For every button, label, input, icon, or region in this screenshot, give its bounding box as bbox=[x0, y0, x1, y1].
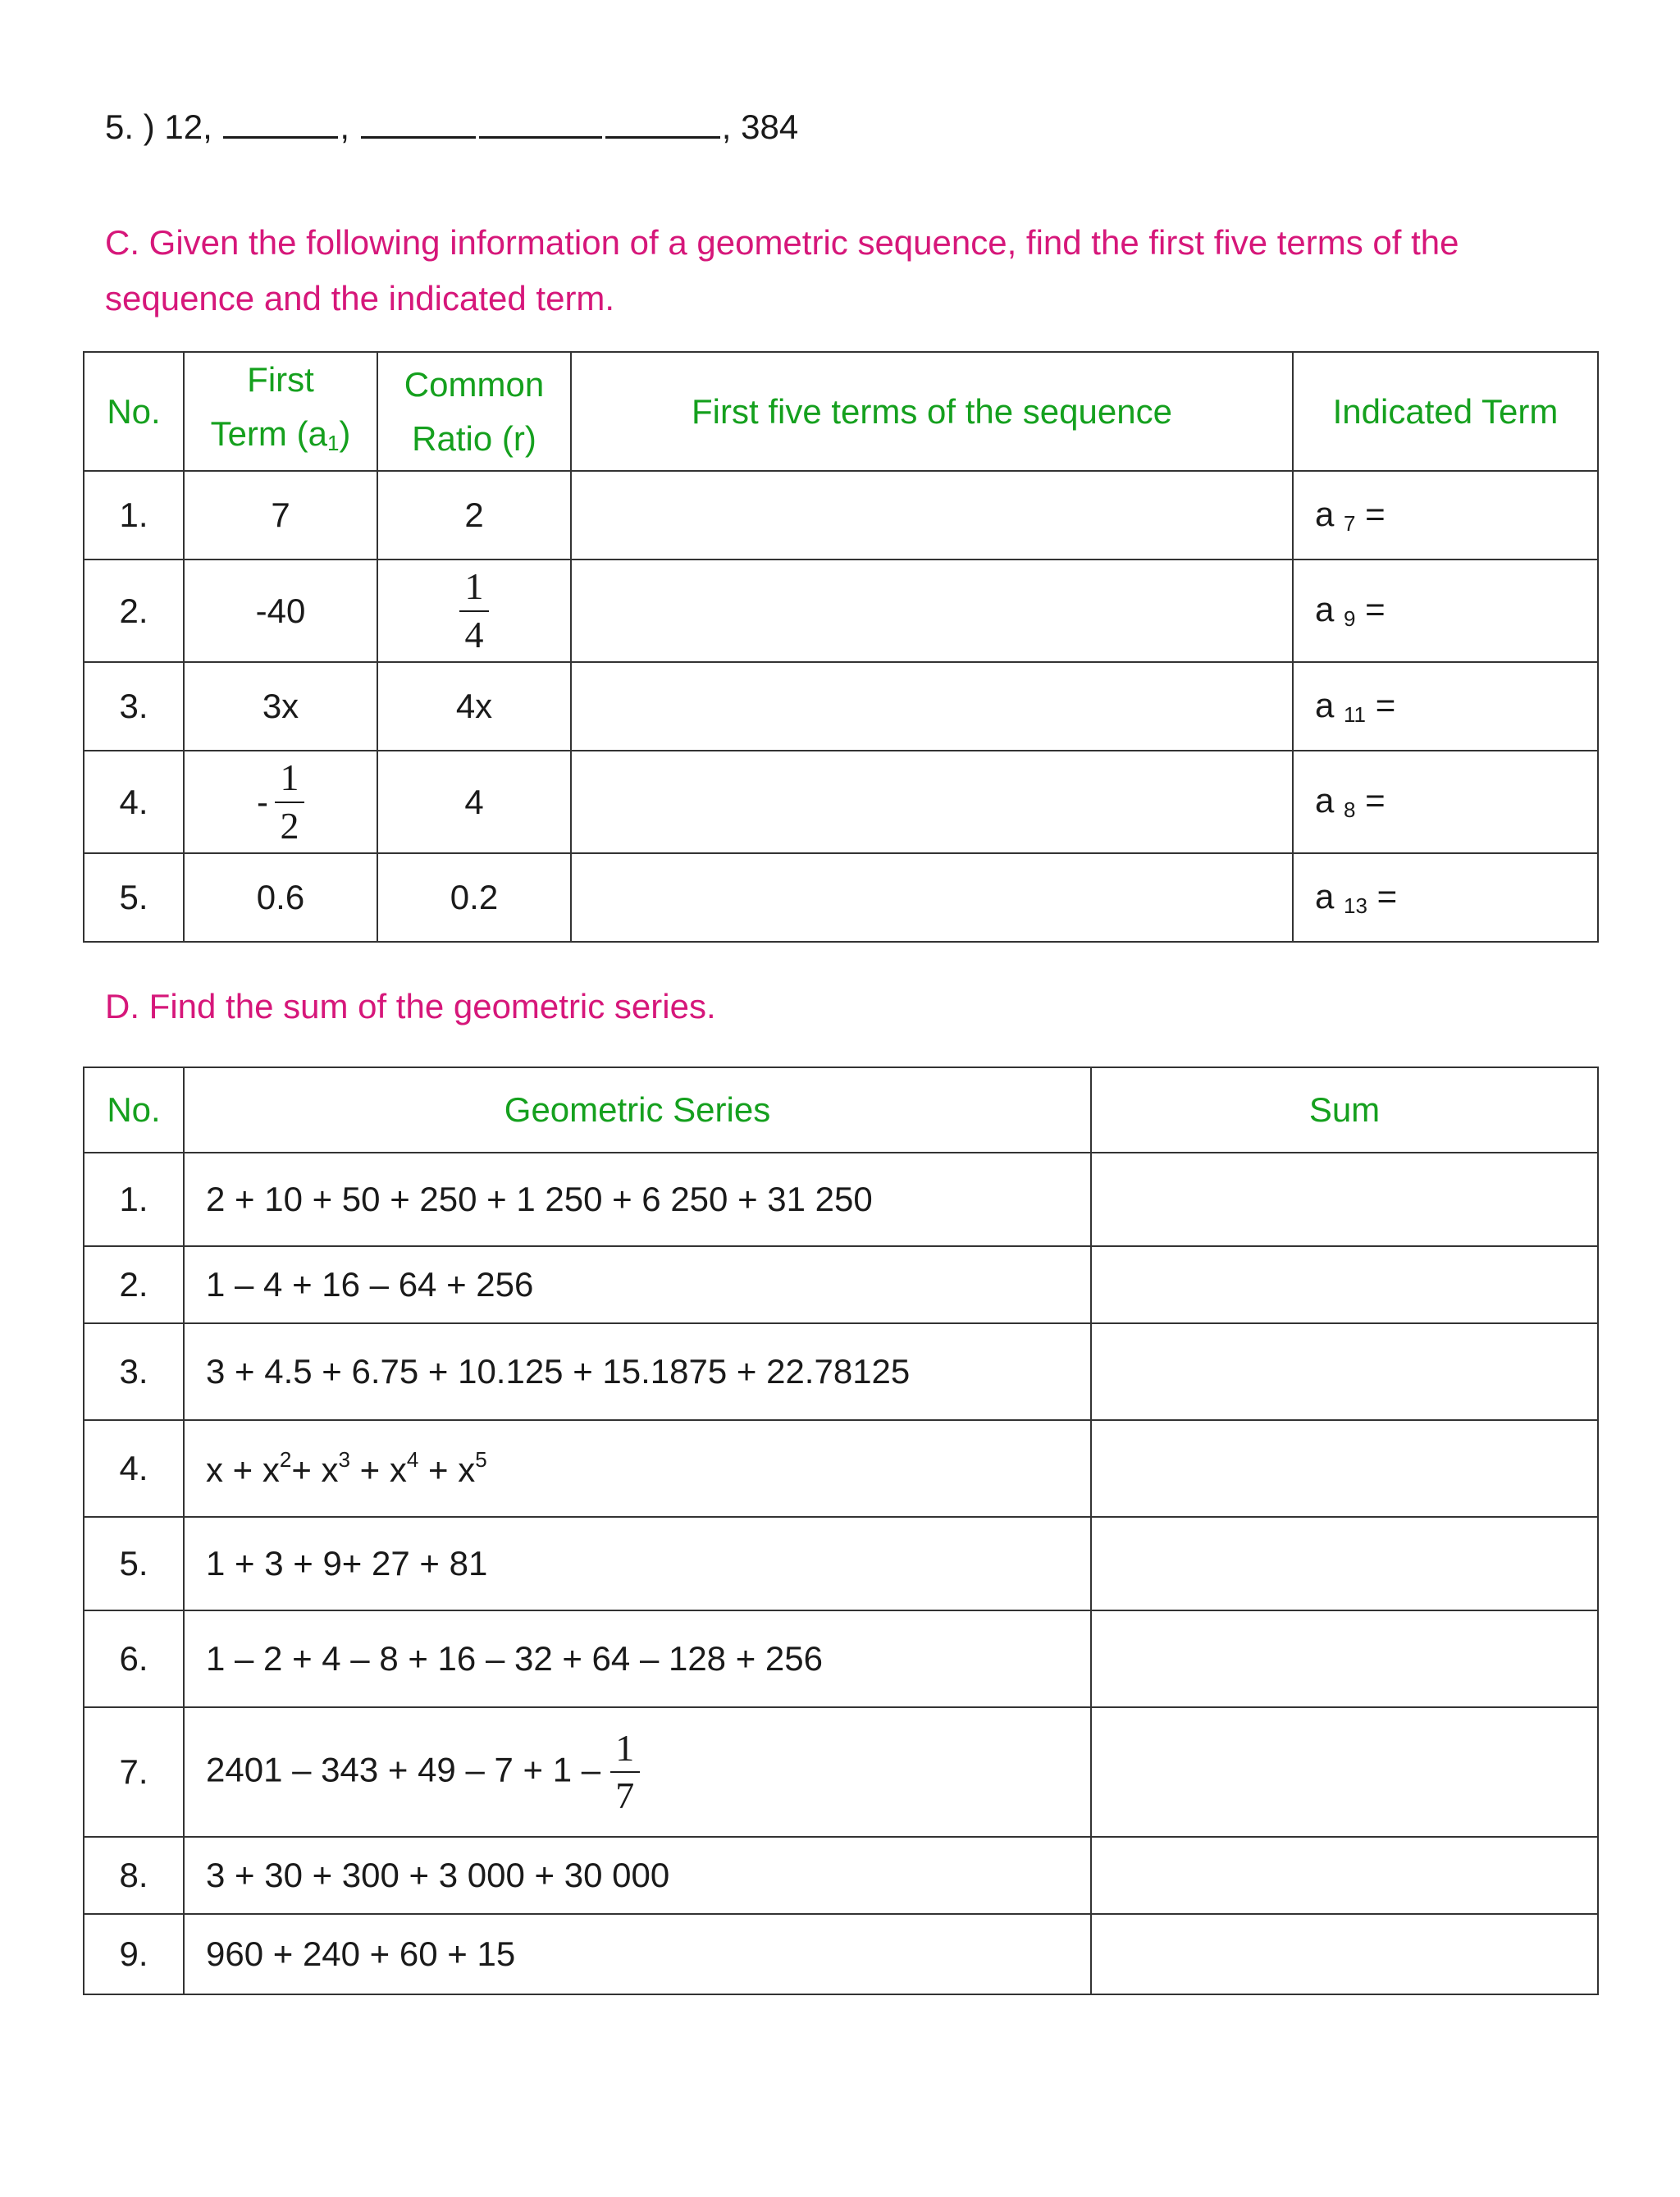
header-no: No. bbox=[84, 1067, 184, 1153]
first-term: 0.6 bbox=[184, 853, 377, 942]
series-expression: 1 + 3 + 9+ 27 + 81 bbox=[184, 1517, 1091, 1610]
table-row bbox=[84, 1246, 1598, 1323]
table-row bbox=[84, 662, 1598, 751]
first-term: - $\frac{1}{2}$ bbox=[184, 751, 377, 853]
sum-answer-cell[interactable] bbox=[1091, 1837, 1598, 1914]
row-number: 5. bbox=[84, 853, 184, 942]
answer-terms-cell[interactable] bbox=[571, 751, 1293, 853]
header-indicated-term: Indicated Term bbox=[1293, 352, 1598, 471]
table-header-row bbox=[84, 1067, 1598, 1153]
header-geometric-series: Geometric Series bbox=[184, 1067, 1091, 1153]
sum-answer-cell[interactable] bbox=[1091, 1420, 1598, 1517]
first-term: -40 bbox=[184, 560, 377, 662]
table-row bbox=[84, 1610, 1598, 1707]
table-row bbox=[84, 471, 1598, 560]
table-row bbox=[84, 560, 1598, 662]
indicated-term-cell[interactable]: a $_8$ = bbox=[1293, 751, 1598, 853]
table-row bbox=[84, 751, 1598, 853]
header-common-ratio: Common Ratio (r) bbox=[377, 352, 571, 471]
problem-5-suffix: , 384 bbox=[721, 107, 799, 146]
row-number: 1. bbox=[84, 471, 184, 560]
table-row bbox=[84, 1153, 1598, 1246]
problem-5-line: 5. ) 12, , , 384 bbox=[105, 107, 799, 146]
header-first-term: First Term $(a_1)$ bbox=[184, 352, 377, 471]
common-ratio: 4x bbox=[377, 662, 571, 751]
section-c-instruction: C. Given the following information of a geometric sequence, find the first five terms of the sequence and the indicated term. bbox=[105, 223, 1459, 317]
series-expression: 1 – 2 + 4 – 8 + 16 – 32 + 64 – 128 + 256 bbox=[184, 1610, 1091, 1707]
sum-answer-cell[interactable] bbox=[1091, 1246, 1598, 1323]
answer-terms-cell[interactable] bbox=[571, 560, 1293, 662]
sequence-table bbox=[83, 351, 1599, 943]
row-number: 4. bbox=[84, 751, 184, 853]
first-term: 7 bbox=[184, 471, 377, 560]
series-expression: 3 + 30 + 300 + 3 000 + 30 000 bbox=[184, 1837, 1091, 1914]
row-number: 5. bbox=[84, 1517, 184, 1610]
common-ratio bbox=[377, 560, 571, 662]
sum-answer-cell[interactable] bbox=[1091, 1323, 1598, 1420]
row-number: 2. bbox=[84, 560, 184, 662]
series-table bbox=[83, 1067, 1599, 1995]
series-expression: 3 + 4.5 + 6.75 + 10.125 + 15.1875 + 22.78125 bbox=[184, 1323, 1091, 1420]
answer-blank-3[interactable] bbox=[479, 107, 602, 139]
sum-answer-cell[interactable] bbox=[1091, 1914, 1598, 1994]
section-d-instruction: D. Find the sum of the geometric series. bbox=[105, 987, 716, 1025]
common-ratio: 2 bbox=[377, 471, 571, 560]
indicated-term-cell[interactable]: a $_7$ = bbox=[1293, 471, 1598, 560]
sum-answer-cell[interactable] bbox=[1091, 1707, 1598, 1837]
row-number: 9. bbox=[84, 1914, 184, 1994]
series-expression: 2 + 10 + 50 + 250 + 1 250 + 6 250 + 31 250 bbox=[184, 1153, 1091, 1246]
row-number: 3. bbox=[84, 662, 184, 751]
common-ratio: 4 bbox=[377, 751, 571, 853]
sum-answer-cell[interactable] bbox=[1091, 1153, 1598, 1246]
sum-answer-cell[interactable] bbox=[1091, 1517, 1598, 1610]
table-row bbox=[84, 853, 1598, 942]
ratio-fraction: $\frac{1}{4}$ bbox=[459, 567, 489, 655]
series-expression: 1 – 4 + 16 – 64 + 256 bbox=[184, 1246, 1091, 1323]
first-term-fraction: $\frac{1}{2}$ bbox=[275, 758, 304, 846]
row-number: 1. bbox=[84, 1153, 184, 1246]
series-expression: 2401 – 343 + 49 – 7 + 1 – $\frac{1}{7}$ bbox=[184, 1707, 1091, 1837]
series-expression: $x + x^2+ x^3 + x^4 + x^5$ bbox=[184, 1420, 1091, 1517]
table-row bbox=[84, 1837, 1598, 1914]
answer-terms-cell[interactable] bbox=[571, 471, 1293, 560]
table-row bbox=[84, 1420, 1598, 1517]
indicated-term-cell[interactable]: a $_9$ = bbox=[1293, 560, 1598, 662]
header-first-five-terms: First five terms of the sequence bbox=[571, 352, 1293, 471]
indicated-term-cell[interactable]: a $_{13}$ = bbox=[1293, 853, 1598, 942]
row-number: 6. bbox=[84, 1610, 184, 1707]
answer-blank-4[interactable] bbox=[605, 107, 720, 139]
common-ratio: 0.2 bbox=[377, 853, 571, 942]
problem-5-prefix: 5. ) 12, bbox=[105, 107, 212, 146]
row-number: 2. bbox=[84, 1246, 184, 1323]
answer-blank-2[interactable] bbox=[361, 107, 476, 139]
row-number: 4. bbox=[84, 1420, 184, 1517]
table-row bbox=[84, 1707, 1598, 1837]
first-term: 3x bbox=[184, 662, 377, 751]
series-expression: 960 + 240 + 60 + 15 bbox=[184, 1914, 1091, 1994]
indicated-term-cell[interactable]: a $_{11}$ = bbox=[1293, 662, 1598, 751]
header-sum: Sum bbox=[1091, 1067, 1598, 1153]
answer-blank-1[interactable] bbox=[223, 107, 338, 139]
row-number: 8. bbox=[84, 1837, 184, 1914]
row-number: 3. bbox=[84, 1323, 184, 1420]
table-row bbox=[84, 1517, 1598, 1610]
answer-terms-cell[interactable] bbox=[571, 853, 1293, 942]
row-number: 7. bbox=[84, 1707, 184, 1837]
header-no: No. bbox=[84, 352, 184, 471]
answer-terms-cell[interactable] bbox=[571, 662, 1293, 751]
series-fraction: $\frac{1}{7}$ bbox=[610, 1729, 640, 1816]
table-row bbox=[84, 1914, 1598, 1994]
sum-answer-cell[interactable] bbox=[1091, 1610, 1598, 1707]
table-header-row bbox=[84, 352, 1598, 471]
table-row bbox=[84, 1323, 1598, 1420]
